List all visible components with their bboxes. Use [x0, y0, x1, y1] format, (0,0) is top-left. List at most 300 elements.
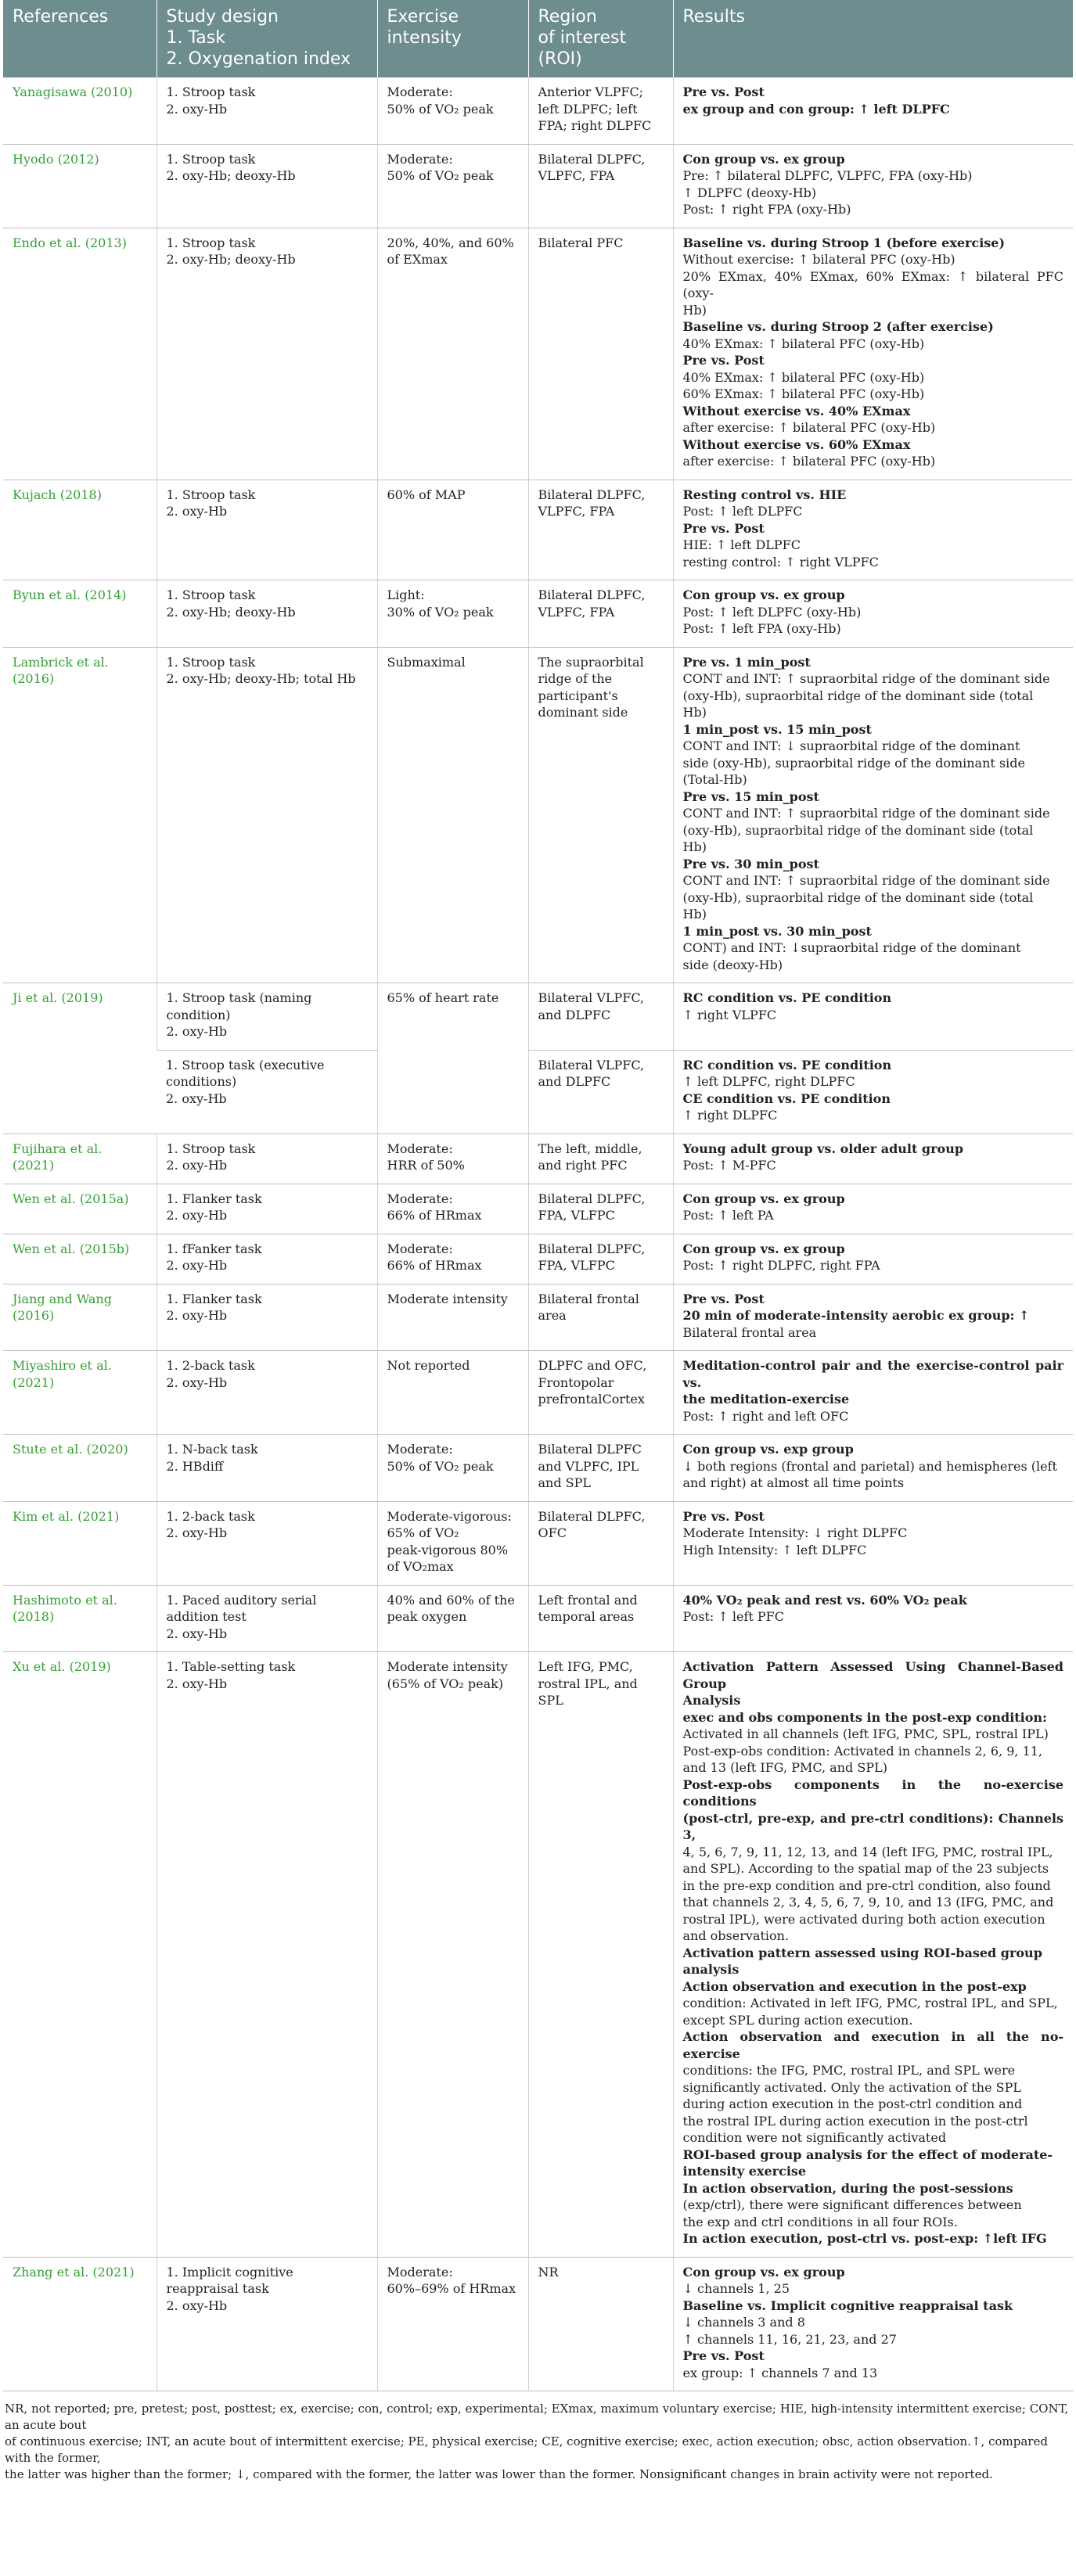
cell-reference	[3, 1134, 157, 1184]
cell-line: 60%–69% of HRmax	[387, 2281, 516, 2296]
result-line: 20% EXmax, 40% EXmax, 60% EXmax: ↑ bilateral PFC (oxy-	[682, 268, 1063, 300]
cell-line: Light:	[387, 587, 425, 602]
result-line: 40% EXmax: ↑ bilateral PFC (oxy-Hb)	[682, 369, 925, 385]
result-line: Post: ↑ left DLPFC	[682, 504, 803, 519]
cell-line: rostral IPL, and SPL	[538, 1676, 638, 1708]
result-heading: ex group and con group: ↑ left DLPFC	[682, 101, 950, 117]
cell-line: Bilateral DLPFC	[538, 1442, 642, 1457]
cell-results	[673, 480, 1073, 580]
cell-line: 1. Paced auditory serial	[166, 1592, 317, 1608]
result-line: CONT and INT: ↓ supraorbital ridge of the dominant	[682, 738, 1020, 753]
result-line: Hb)	[682, 302, 707, 318]
result-heading: Baseline vs. during Stroop 2 (after exercise)	[682, 319, 994, 334]
table-row	[3, 1585, 1073, 1652]
cell-reference	[3, 77, 157, 144]
cell-line: reappraisal task	[166, 2281, 269, 2296]
result-line: after exercise: ↑ bilateral PFC (oxy-Hb)	[682, 420, 936, 435]
cell-line: Moderate:	[387, 84, 453, 99]
cell-reference	[3, 1652, 157, 2258]
result-heading: Pre vs. Post	[682, 2348, 765, 2363]
table-row	[3, 228, 1073, 480]
result-line: side (deoxy-Hb)	[682, 957, 783, 972]
cell-roi	[528, 1050, 673, 1134]
table-row	[3, 1134, 1073, 1184]
cell-line: peak oxygen	[387, 1609, 467, 1624]
cell-reference	[3, 1501, 157, 1585]
reference-link[interactable]: Wen et al. (2015b)	[13, 1241, 130, 1256]
result-line: that channels 2, 3, 4, 5, 6, 7, 9, 10, and 13 (IFG, PMC, and	[682, 1895, 1054, 1910]
cell-line: 2. oxy-Hb	[166, 1024, 228, 1039]
result-heading: Action observation and execution in all the no-exercise	[682, 2029, 1063, 2061]
cell-exercise-intensity	[377, 1184, 528, 1234]
cell-exercise-intensity	[377, 647, 528, 983]
table-row	[3, 647, 1073, 983]
header-label: Results	[682, 7, 745, 27]
cell-line: Bilateral VLPFC,	[538, 1057, 645, 1072]
cell-line: 1. Stroop task	[166, 151, 256, 167]
reference-link[interactable]: (2016)	[13, 671, 55, 686]
cell-study-design	[157, 1050, 377, 1134]
cell-results	[673, 647, 1073, 983]
cell-line: 1. 2-back task	[166, 1358, 255, 1373]
result-heading: 20 min of moderate-intensity aerobic ex group: ↑	[682, 1308, 1030, 1323]
cell-line: Moderate:	[387, 1241, 453, 1256]
cell-line: participant's	[538, 688, 618, 703]
cell-line: Bilateral DLPFC,	[538, 487, 646, 502]
result-line: ↑ DLPFC (deoxy-Hb)	[682, 185, 817, 200]
cell-line: 2. oxy-Hb	[166, 2298, 228, 2313]
result-heading: Con group vs. ex group	[682, 151, 845, 167]
cell-roi	[528, 77, 673, 144]
cell-line: 66% of HRmax	[387, 1258, 482, 1273]
result-line: Without exercise: ↑ bilateral PFC (oxy-Hb)	[682, 252, 955, 267]
cell-reference	[3, 1351, 157, 1435]
reference-link[interactable]: (2018)	[13, 1609, 55, 1624]
table-row	[3, 1184, 1073, 1234]
cell-exercise-intensity	[377, 1435, 528, 1502]
header-label: Exercise intensity	[387, 7, 462, 48]
reference-link[interactable]: Kujach (2018)	[13, 487, 102, 502]
cell-line: FPA; right DLPFC	[538, 118, 652, 133]
cell-results	[673, 2257, 1073, 2391]
result-heading: Con group vs. ex group	[682, 587, 845, 602]
result-heading: 1 min_post vs. 15 min_post	[682, 721, 872, 737]
result-line: Moderate Intensity: ↓ right DLPFC	[682, 1525, 908, 1540]
table-row	[3, 1234, 1073, 1284]
result-heading: Pre vs. Post	[682, 84, 765, 99]
cell-results	[673, 228, 1073, 480]
reference-link[interactable]: Hyodo (2012)	[13, 151, 99, 167]
cell-reference	[3, 1435, 157, 1502]
table-row	[3, 1652, 1073, 2258]
cell-results	[673, 580, 1073, 648]
result-line: Post-exp-obs condition: Activated in channels 2, 6, 9, 11,	[682, 1743, 1042, 1759]
cell-exercise-intensity	[377, 2257, 528, 2391]
cell-line: 66% of HRmax	[387, 1208, 482, 1223]
result-heading: Con group vs. ex group	[682, 1191, 845, 1206]
cell-exercise-intensity	[377, 580, 528, 648]
footnote-line: NR, not reported; pre, pretest; post, posttest; ex, exercise; con, control; exp, experimental; EXmax, maximum voluntary exercise; HIE, high-intensity intermittent exercise; CONT, an acute bout	[5, 2402, 1069, 2432]
table-row	[3, 580, 1073, 648]
cell-line: dominant side	[538, 705, 628, 720]
cell-line: OFC	[538, 1525, 567, 1540]
cell-line: 2. oxy-Hb	[166, 1525, 228, 1540]
cell-results	[673, 1134, 1073, 1184]
cell-line: Bilateral frontal	[538, 1291, 639, 1306]
result-line: and right) at almost all time points	[682, 1475, 905, 1490]
cell-roi	[528, 2257, 673, 2391]
result-heading: exec and obs components in the post-exp condition:	[682, 1709, 1047, 1725]
cell-exercise-intensity	[377, 1585, 528, 1652]
result-line: Hb)	[682, 907, 707, 922]
cell-study-design	[157, 1652, 377, 2258]
result-heading: Activation pattern assessed using ROI-based group	[682, 1945, 1042, 1960]
cell-study-design	[157, 1184, 377, 1234]
result-line: Post: ↑ right and left OFC	[682, 1408, 849, 1424]
result-line: ex group: ↑ channels 7 and 13	[682, 2365, 878, 2380]
reference-link[interactable]: (2021)	[13, 1158, 55, 1173]
cell-study-design	[157, 228, 377, 480]
reference-link[interactable]: Hashimoto et al.	[13, 1592, 117, 1608]
cell-roi	[528, 228, 673, 480]
reference-link[interactable]: Yanagisawa (2010)	[13, 84, 133, 99]
result-heading: Without exercise vs. 60% EXmax	[682, 437, 911, 452]
result-line: ↑ right DLPFC	[682, 1108, 778, 1123]
cell-line: Anterior VLPFC;	[538, 84, 644, 99]
cell-line: DLPFC and OFC,	[538, 1358, 647, 1373]
result-line: in the pre-exp condition and pre-ctrl condition, also found	[682, 1877, 1051, 1893]
cell-line: 1. 2-back task	[166, 1508, 255, 1524]
cell-line: Bilateral DLPFC,	[538, 151, 646, 167]
cell-line: 2. oxy-Hb	[166, 101, 228, 117]
result-line: CONT and INT: ↑ supraorbital ridge of the dominant side	[682, 873, 1050, 888]
result-heading: RC condition vs. PE condition	[682, 1057, 892, 1072]
cell-line: left DLPFC; left	[538, 101, 638, 117]
cell-line: Moderate intensity	[387, 1291, 508, 1306]
cell-line: 2. oxy-Hb	[166, 1308, 228, 1323]
cell-line: VLPFC, FPA	[538, 604, 615, 620]
cell-exercise-intensity	[377, 1351, 528, 1435]
reference-link[interactable]: Jiang and Wang	[13, 1291, 113, 1306]
result-line: Post: ↑ left FPA (oxy-Hb)	[682, 621, 841, 636]
cell-roi	[528, 1351, 673, 1435]
result-line: Hb)	[682, 839, 707, 854]
result-line: (oxy-Hb), supraorbital ridge of the dominant side (total	[682, 822, 1034, 838]
result-line: HIE: ↑ left DLPFC	[682, 537, 801, 552]
result-line: condition: Activated in left IFG, PMC, rostral IPL, and SPL,	[682, 1996, 1058, 2010]
result-line: Post: ↑ right FPA (oxy-Hb)	[682, 202, 851, 217]
cell-line: Bilateral DLPFC,	[538, 587, 646, 602]
result-line: Post: ↑ left PA	[682, 1208, 774, 1223]
footnote-line: the latter was higher than the former; ↓, compared with the former, the latter was lower than the former. Nonsignificant changes in brain activity were not reported.	[5, 2467, 993, 2481]
cell-line: Submaximal	[387, 654, 466, 670]
cell-line: (65% of VO₂ peak)	[387, 1676, 504, 1691]
result-heading: intensity exercise	[682, 2164, 807, 2179]
reference-link[interactable]: Fujihara et al.	[13, 1141, 103, 1156]
result-line: 4, 5, 6, 7, 9, 11, 12, 13, and 14 (left IFG, PMC, rostral IPL,	[682, 1844, 1053, 1859]
result-line: ↓ both regions (frontal and parietal) and hemispheres (left	[682, 1458, 1057, 1474]
cell-exercise-intensity	[377, 1134, 528, 1184]
cell-line: Bilateral PFC	[538, 235, 624, 250]
cell-line: 1. Table-setting task	[166, 1659, 296, 1674]
table-row	[3, 144, 1073, 228]
header-label: of interest	[538, 28, 627, 48]
table-row	[3, 983, 1073, 1051]
reference-link[interactable]: Zhang et al. (2021)	[13, 2264, 135, 2280]
cell-results	[673, 1501, 1073, 1585]
cell-study-design	[157, 1435, 377, 1502]
result-line: the exp and ctrl conditions in all four ROIs.	[682, 2214, 958, 2229]
result-line: ↑ left DLPFC, right DLPFC	[682, 1074, 855, 1089]
cell-roi	[528, 1585, 673, 1652]
result-heading: Without exercise vs. 40% EXmax	[682, 403, 911, 419]
header-roi	[528, 0, 673, 77]
cell-study-design	[157, 580, 377, 648]
cell-reference	[3, 144, 157, 228]
result-heading: Pre vs. Post	[682, 1291, 765, 1306]
table-row	[3, 2257, 1073, 2391]
cell-study-design	[157, 647, 377, 983]
cell-line: 1. Flanker task	[166, 1191, 262, 1206]
cell-line: 1. Flanker task	[166, 1291, 262, 1306]
cell-line: 65% of VO₂	[387, 1525, 459, 1540]
result-heading: Young adult group vs. older adult group	[682, 1141, 964, 1156]
cell-exercise-intensity	[377, 77, 528, 144]
reference-link[interactable]: Miyashiro et al.	[13, 1358, 112, 1373]
cell-exercise-intensity	[377, 1652, 528, 2258]
result-line: during action execution in the post-ctrl condition and	[682, 2096, 1023, 2111]
result-line: CONT and INT: ↑ supraorbital ridge of the dominant side	[682, 806, 1050, 821]
cell-line: FPA, VLFPC	[538, 1208, 615, 1223]
result-line: ↓ channels 1, 25	[682, 2281, 790, 2296]
cell-line: The supraorbital	[538, 654, 644, 670]
result-heading: In action observation, during the post-sessions	[682, 2180, 1013, 2196]
result-line: 40% EXmax: ↑ bilateral PFC (oxy-Hb)	[682, 336, 925, 351]
result-line: Pre: ↑ bilateral DLPFC, VLPFC, FPA (oxy-Hb)	[682, 168, 973, 183]
result-heading: analysis	[682, 1962, 740, 1977]
cell-results	[673, 1234, 1073, 1284]
cell-roi	[528, 580, 673, 648]
cell-line: 1. Stroop task	[166, 235, 256, 250]
cell-line: HRR of 50%	[387, 1158, 465, 1173]
header-label: Study design	[166, 7, 279, 27]
cell-reference	[3, 2257, 157, 2391]
reference-link[interactable]: Xu et al. (2019)	[13, 1659, 111, 1674]
cell-line: 50% of VO₂ peak	[387, 101, 494, 117]
header-exercise-intensity	[377, 0, 528, 77]
cell-study-design	[157, 1351, 377, 1435]
result-line: Hb)	[682, 705, 707, 720]
cell-study-design	[157, 1585, 377, 1652]
header-results	[673, 0, 1073, 77]
cell-line: Moderate:	[387, 2264, 453, 2280]
result-line: except SPL during action execution.	[682, 2012, 913, 2028]
result-line: Post: ↑ left DLPFC (oxy-Hb)	[682, 604, 862, 620]
result-line: (Total-Hb)	[682, 772, 747, 787]
cell-line: 30% of VO₂ peak	[387, 604, 494, 620]
results-table	[3, 0, 1073, 2391]
cell-line: 50% of VO₂ peak	[387, 168, 494, 183]
result-heading: (post-ctrl, pre-exp, and pre-ctrl conditions): Channels 3,	[682, 1810, 1063, 1842]
result-line: Post: ↑ M-PFC	[682, 1158, 776, 1173]
result-line: 60% EXmax: ↑ bilateral PFC (oxy-Hb)	[682, 386, 925, 401]
cell-reference	[3, 228, 157, 480]
result-heading: Pre vs. Post	[682, 353, 765, 368]
result-line: CONT and INT: ↑ supraorbital ridge of the dominant side	[682, 671, 1050, 686]
cell-line: 1. Stroop task	[166, 654, 256, 670]
cell-line: 65% of heart rate	[387, 990, 499, 1005]
cell-results	[673, 1284, 1073, 1351]
result-heading: Activation Pattern Assessed Using Channel-Based Group	[682, 1659, 1063, 1691]
result-heading: Resting control vs. HIE	[682, 487, 847, 502]
cell-study-design	[157, 480, 377, 580]
cell-line: 1. Stroop task	[166, 487, 256, 502]
result-line: significantly activated. Only the activation of the SPL	[682, 2079, 1022, 2095]
result-line: and SPL). According to the spatial map of the 23 subjects	[682, 1861, 1049, 1876]
table-subrow	[3, 1050, 1073, 1134]
cell-line: 40% and 60% of the	[387, 1592, 515, 1608]
cell-line: temporal areas	[538, 1609, 635, 1624]
header-label: Region	[538, 7, 597, 27]
cell-results	[673, 77, 1073, 144]
footnote-line: of continuous exercise; INT, an acute bout of intermittent exercise; PE, physical exercise; CE, cognitive exercise; exec, action execution; obsc, action observation.↑, compared with the former,	[5, 2434, 1048, 2465]
cell-line: Frontopolar	[538, 1374, 614, 1390]
cell-study-design	[157, 144, 377, 228]
cell-roi	[528, 144, 673, 228]
result-line: Activated in all channels (left IFG, PMC, SPL, rostral IPL)	[682, 1726, 1049, 1741]
cell-line: 2. oxy-Hb	[166, 1258, 228, 1273]
result-heading: Pre vs. Post	[682, 1508, 765, 1524]
cell-line: 2. oxy-Hb	[166, 1374, 228, 1390]
reference-link[interactable]: (2021)	[13, 1374, 55, 1390]
reference-link[interactable]: Endo et al. (2013)	[13, 235, 127, 250]
reference-link[interactable]: (2016)	[13, 1308, 55, 1323]
cell-results	[673, 1435, 1073, 1502]
table-row	[3, 1351, 1073, 1435]
cell-line: VLPFC, FPA	[538, 504, 615, 519]
cell-line: 50% of VO₂ peak	[387, 1458, 494, 1474]
cell-results	[673, 1652, 1073, 2258]
cell-exercise-intensity	[377, 1234, 528, 1284]
result-line: (oxy-Hb), supraorbital ridge of the dominant side (total	[682, 688, 1034, 703]
table-row	[3, 77, 1073, 144]
cell-study-design	[157, 1501, 377, 1585]
cell-reference	[3, 1234, 157, 1284]
result-heading: RC condition vs. PE condition	[682, 990, 892, 1005]
cell-line: Moderate:	[387, 1191, 453, 1206]
table-row	[3, 1501, 1073, 1585]
result-heading: Pre vs. 15 min_post	[682, 789, 819, 804]
cell-line: 2. oxy-Hb; deoxy-Hb	[166, 252, 296, 267]
result-heading: Pre vs. Post	[682, 520, 765, 536]
cell-line: Bilateral DLPFC,	[538, 1508, 646, 1524]
result-line: ↓ channels 3 and 8	[682, 2315, 805, 2330]
result-line: Post: ↑ right DLPFC, right FPA	[682, 1258, 880, 1273]
cell-reference	[3, 647, 157, 983]
cell-line: and SPL	[538, 1475, 592, 1490]
reference-link[interactable]: Stute et al. (2020)	[13, 1442, 128, 1457]
cell-line: 1. fFanker task	[166, 1241, 262, 1256]
result-heading: CE condition vs. PE condition	[682, 1090, 891, 1106]
result-line: Bilateral frontal area	[682, 1324, 817, 1340]
header-label: (ROI)	[538, 49, 582, 69]
result-heading: Pre vs. 1 min_post	[682, 654, 811, 670]
reference-link[interactable]: Byun et al. (2014)	[13, 587, 127, 602]
result-line: Post: ↑ left PFC	[682, 1609, 784, 1624]
cell-line: Moderate:	[387, 1141, 453, 1156]
reference-link[interactable]: Ji et al. (2019)	[13, 990, 103, 1005]
cell-line: prefrontalCortex	[538, 1392, 645, 1407]
cell-line: addition test	[166, 1609, 247, 1624]
result-heading: Action observation and execution in the post-exp	[682, 1978, 1027, 1994]
cell-roi	[528, 1184, 673, 1234]
cell-roi	[528, 983, 673, 1051]
cell-exercise-intensity	[377, 983, 528, 1134]
cell-reference	[3, 580, 157, 648]
result-line: the rostral IPL during action execution in the post-ctrl	[682, 2113, 1028, 2129]
cell-results	[673, 1050, 1073, 1134]
result-heading: Meditation-control pair and the exercise-control pair vs.	[682, 1358, 1063, 1390]
cell-reference	[3, 1284, 157, 1351]
cell-results	[673, 1351, 1073, 1435]
cell-exercise-intensity	[377, 1284, 528, 1351]
cell-line: Bilateral VLPFC,	[538, 990, 645, 1005]
reference-link[interactable]: Wen et al. (2015a)	[13, 1191, 129, 1206]
cell-line: FPA, VLFPC	[538, 1258, 615, 1273]
reference-link[interactable]: Lambrick et al.	[13, 654, 109, 670]
cell-reference	[3, 480, 157, 580]
cell-line: 1. Stroop task (executive	[166, 1057, 325, 1072]
result-heading: Baseline vs. during Stroop 1 (before exercise)	[682, 235, 1006, 250]
cell-line: Moderate:	[387, 151, 453, 167]
header-references	[3, 0, 157, 77]
cell-line: 1. Stroop task (naming condition)	[166, 990, 312, 1022]
header-study-design	[157, 0, 377, 77]
cell-results	[673, 983, 1073, 1051]
result-line: side (oxy-Hb), supraorbital ridge of the dominant side	[682, 755, 1025, 771]
cell-line: 2. oxy-Hb; deoxy-Hb; total Hb	[166, 671, 356, 686]
cell-line: 2. oxy-Hb; deoxy-Hb	[166, 168, 296, 183]
header-label: 2. Oxygenation index	[166, 49, 351, 69]
result-heading: Post-exp-obs components in the no-exercise conditions	[682, 1777, 1063, 1809]
table-row	[3, 480, 1073, 580]
cell-line: Left frontal and	[538, 1592, 638, 1608]
cell-results	[673, 1585, 1073, 1652]
cell-roi	[528, 1134, 673, 1184]
result-line: condition were not significantly activated	[682, 2130, 947, 2145]
result-line: High Intensity: ↑ left DLPFC	[682, 1542, 867, 1557]
cell-roi	[528, 1234, 673, 1284]
result-line: resting control: ↑ right VLPFC	[682, 554, 879, 569]
table-body	[3, 77, 1073, 2391]
cell-line: 2. oxy-Hb	[166, 1626, 228, 1641]
cell-line: 2. oxy-Hb; deoxy-Hb	[166, 604, 296, 620]
cell-line: 2. oxy-Hb	[166, 1676, 228, 1691]
result-line: and observation.	[682, 1928, 790, 1943]
result-heading: In action execution, post-ctrl vs. post-exp: ↑left IFG	[682, 2231, 1047, 2246]
cell-line: ridge of the	[538, 671, 613, 686]
cell-line: 1. Stroop task	[166, 1141, 256, 1156]
cell-roi	[528, 1501, 673, 1585]
cell-line: of EXmax	[387, 252, 448, 267]
cell-line: Left IFG, PMC,	[538, 1659, 633, 1674]
cell-roi	[528, 1284, 673, 1351]
cell-line: 1. N-back task	[166, 1442, 258, 1457]
cell-reference	[3, 983, 157, 1134]
cell-line: NR	[538, 2264, 559, 2280]
cell-results	[673, 144, 1073, 228]
reference-link[interactable]: Kim et al. (2021)	[13, 1508, 120, 1524]
